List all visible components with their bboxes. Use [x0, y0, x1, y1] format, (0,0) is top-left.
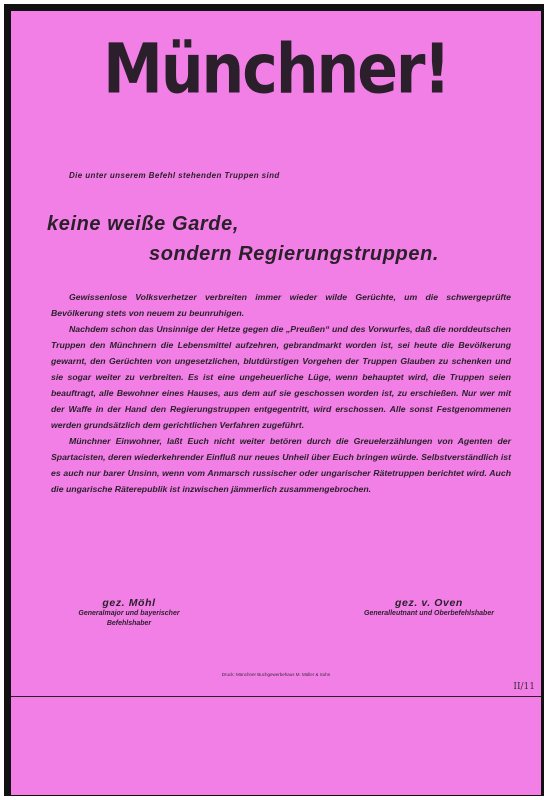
paragraph: Nachdem schon das Unsinnige der Hetze gegen die „Preußen“ und des Vorwurfes, daß die norddeutschen Truppen den Münchnern die Lebensmittel aufzehren, gebrandmarkt worden ist, sei heute die Bevölkerung gewarnt, den Gerüchten von ungesetzlichen, blutdürstigen Vorgehen der Truppen Glauben zu schenken und sie sogar weiter zu verbreiten. Es ist eine ungeheuerliche Lüge, wenn behauptet wird, die Truppen seien beauftragt, alle Bewohner eines Hauses, aus dem auf sie geschossen worden ist, zu erschießen. Nur wer mit der Waffe in der Hand den Regierungstruppen entgegentritt, wird erschossen. Alle sonst Festgenommenen werden grundsätzlich dem gerichtlichen Verfahren zugeführt.: [51, 324, 511, 430]
signature-title: Befehlshaber: [106, 620, 152, 627]
paragraph: Gewissenlose Volksverhetzer verbreiten immer wieder wilde Gerüchte, um die schwergeprüfte Bevölkerung stets von neuem zu beunruhigen.: [51, 292, 511, 318]
divider-rule: [11, 696, 541, 697]
poster-body: [51, 289, 511, 497]
intro-line: Die unter unserem Befehl stehenden Truppen sind: [69, 171, 280, 180]
emphasis-line-1: keine weiße Garde,: [47, 213, 239, 235]
emphasis-line-2: sondern Regierungstruppen.: [149, 243, 440, 265]
signature-title: Generalmajor und bayerischer: [78, 610, 180, 617]
signature-title: Generalleutnant und Oberbefehlshaber: [364, 610, 494, 617]
poster-headline: Münchner!: [103, 29, 449, 110]
poster-sheet: [11, 11, 541, 795]
printer-imprint: Druck: Münchner Buchgewerbehaus M. Müller & Sohn: [221, 672, 331, 677]
signature-left: [49, 597, 209, 629]
signature-name: gez. v. Oven: [395, 597, 463, 609]
signature-name: gez. Möhl: [102, 597, 156, 609]
paragraph: Münchner Einwohner, laßt Euch nicht weiter betören durch die Greuelerzählungen von Agenten der Spartacisten, deren wiederkehrender Einfluß nur neues Unheil über Euch bringen würde. Selbstverständlich ist es auch nur barer Unsinn, wenn vom Anmarsch russischer oder ungarischer Rätetruppen berichtet wird. Auch die ungarische Räterepublik ist inzwischen jämmerlich zusammengebrochen.: [51, 436, 511, 494]
archive-mark: II/11: [513, 682, 535, 692]
signature-right: [339, 597, 519, 619]
